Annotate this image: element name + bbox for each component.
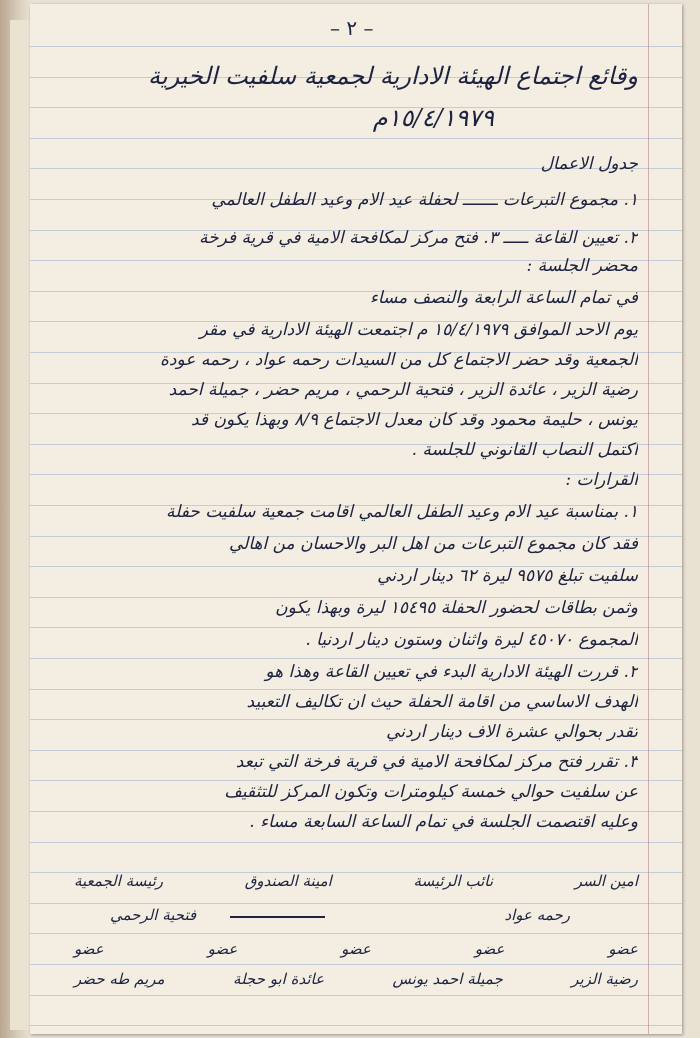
ruled-line [30,627,682,628]
decision-line: فقد كان مجموع التبرعات من اهل البر والاحسان من اهالي [229,534,638,554]
agenda-item: ٢. تعيين القاعة ـــــ ٣. فتح مركز لمكافحة الامية في قرية فرخة [198,228,638,248]
decision-line: الهدف الاساسي من اقامة الحفلة حيث ان تكاليف التعبيد [246,692,638,712]
document-title: وقائع اجتماع الهيئة الادارية لجمعية سلفيت الخيرية [148,62,638,90]
ruled-line [30,842,682,843]
member-role: عضو [74,940,104,958]
minutes-line: الجمعية وقد حضر الاجتماع كل من السيدات رحمه عواد ، رحمه عودة [160,350,638,370]
member-role: عضو [608,940,638,958]
minutes-line: في تمام الساعة الرابعة والنصف مساء [369,288,638,308]
ruled-line [30,46,682,47]
ruled-line [30,658,682,659]
signature-role: امينة الصندوق [244,872,332,890]
minutes-line: رضية الزير ، عائدة الزير ، فتحية الرحمي ، مريم حضر ، جميلة احمد [168,380,638,400]
ruled-line [30,933,682,934]
ruled-line [30,719,682,720]
signature-role: نائب الرئيسة [413,872,494,890]
decisions-heading: القرارات : [565,470,638,490]
decision-line: عن سلفيت حوالي خمسة كيلومترات وتكون المركز للتثقيف [224,782,638,802]
ledger-page [30,4,682,1034]
minutes-line: اكتمل النصاب القانوني للجلسة . [411,440,638,460]
signature-name: فتحية الرحمي [110,906,197,924]
decision-line: ١. بمناسبة عيد الام وعيد الطفل العالمي اقامت جمعية سلفيت حفلة [165,502,638,522]
member-name: مريم طه حضر [74,970,165,988]
signature-name: رحمه عواد [504,906,570,924]
signature-names [110,906,570,924]
decision-line: سلفيت تبلغ ٩٥٧٥ ليرة ٦٢ دينار اردني [377,566,638,586]
ruled-line [30,138,682,139]
ruled-line [30,750,682,751]
member-role: عضو [207,940,238,958]
member-name: رضية الزير [571,970,638,988]
minutes-line: يونس ، حليمة محمود وقد كان معدل الاجتماع ٨/٩ وبهذا يكون قد [191,410,638,430]
ruled-line [30,964,682,965]
decision-line: ٣. تقرر فتح مركز لمكافحة الامية في قرية فرخة التي تبعد [235,752,638,772]
minutes-heading: محضر الجلسة : [526,256,638,276]
signature-role: رئيسة الجمعية [74,872,164,890]
ruled-line [30,1025,682,1026]
page-number: – ٢ – [330,16,374,40]
member-role: عضو [474,940,505,958]
minutes-line: يوم الاحد الموافق ١٥/٤/١٩٧٩ م اجتمعت الهيئة الادارية في مقر [199,320,638,340]
ruled-line [30,689,682,690]
ruled-line [30,903,682,904]
member-name: عائدة ابو حجلة [233,970,325,988]
decision-line: المجموع ٤٥٠٧٠ ليرة واثنان وستون دينار اردنيا . [305,630,638,650]
signature-role: امين السر [574,872,638,890]
decision-line: وعليه اقتصمت الجلسة في تمام الساعة السابعة مساء . [249,812,638,832]
signature-scribble [230,916,325,918]
decision-line: وثمن بطاقات لحضور الحفلة ١٥٤٩٥ ليرة وبهذا يكون [275,598,638,618]
agenda-item: ١. مجموع التبرعات ـــــــ لحفلة عيد الام وعيد الطفل العالمي [211,190,638,210]
decision-line: تقدر بحوالي عشرة الاف دينار اردني [386,722,638,742]
member-roles [74,940,638,958]
ruled-line [30,780,682,781]
member-names [74,970,638,988]
margin-line [648,4,649,1034]
document-date: ١٥/٤/١٩٧٩م [372,104,494,132]
member-role: عضو [341,940,371,958]
agenda-heading: جدول الاعمال [540,154,638,174]
decision-line: ٢. قررت الهيئة الادارية البدء في تعيين القاعة وهذا هو [265,662,638,682]
member-name: جميلة احمد يونس [392,970,503,988]
ruled-line [30,995,682,996]
signature-roles [74,872,638,890]
